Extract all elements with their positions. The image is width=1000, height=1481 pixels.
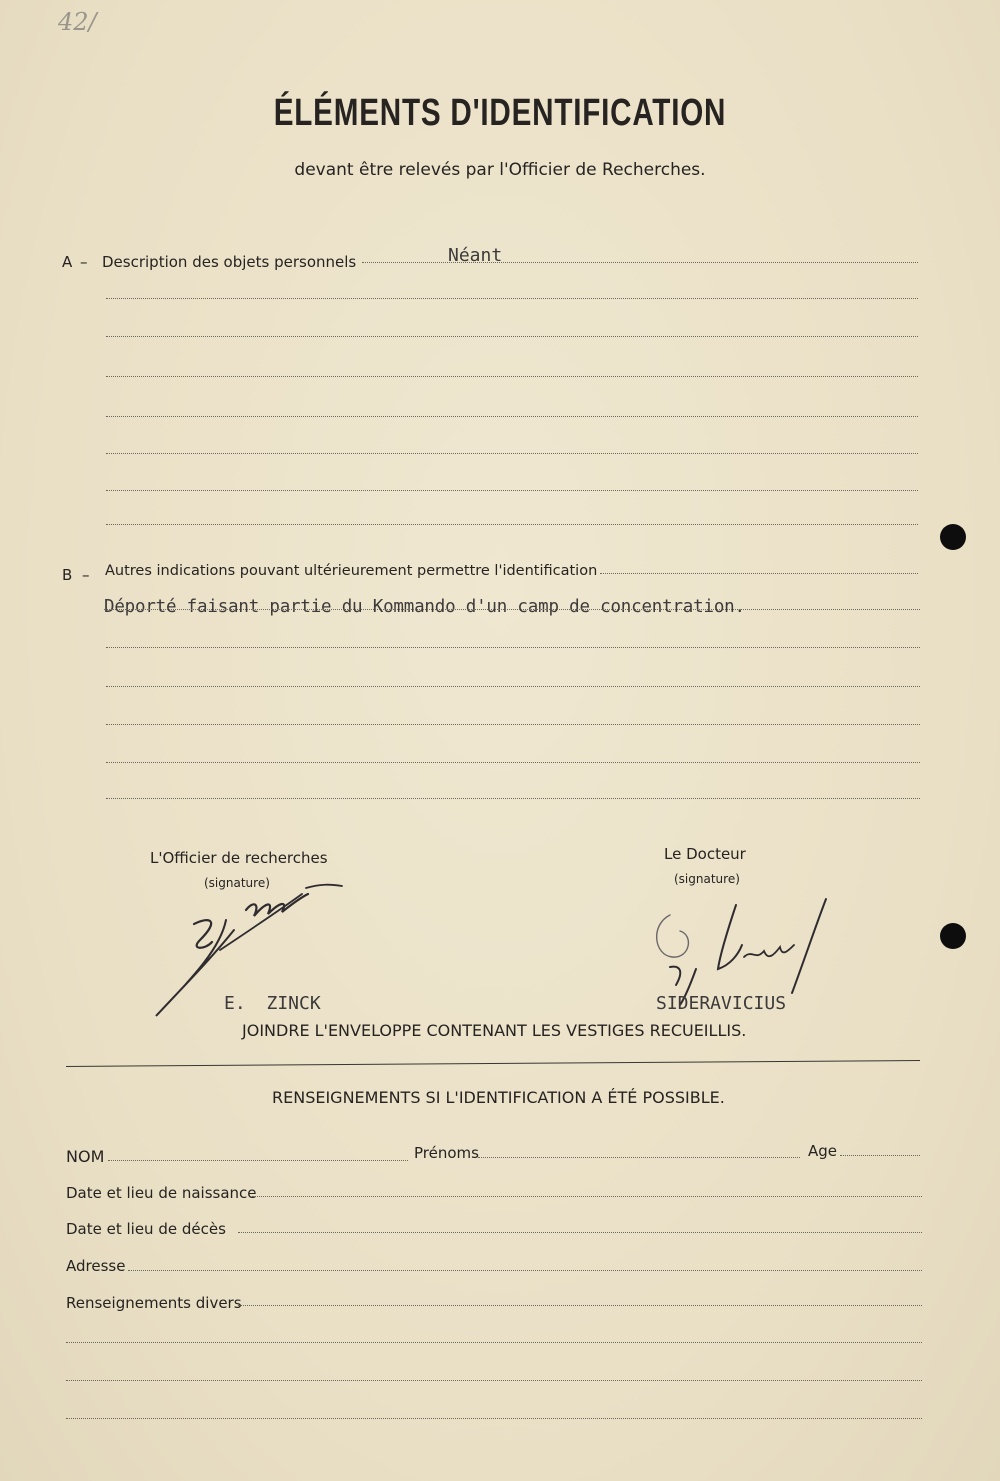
section-a-dash: –: [80, 253, 88, 271]
section-b-line-2: [104, 609, 920, 610]
section-b-value: Déporté faisant partie du Kommando d'un camp de concentration.: [104, 597, 745, 617]
officer-name: E. ZINCK: [224, 993, 321, 1014]
age-label: Age: [808, 1142, 838, 1160]
section-b-letter: B: [62, 566, 73, 584]
section-a-letter: A: [62, 253, 73, 271]
officer-label: L'Officier de recherches: [150, 849, 328, 867]
section-c-heading: RENSEIGNEMENTS SI L'IDENTIFICATION A ÉTÉ POSSIBLE.: [272, 1088, 725, 1107]
deces-label: Date et lieu de décès: [66, 1220, 226, 1238]
section-b-line-3: [106, 647, 920, 648]
naissance-label: Date et lieu de naissance: [66, 1184, 257, 1202]
section-a-line-1: [362, 262, 918, 263]
adresse-label: Adresse: [66, 1257, 126, 1275]
divers-line-1: [238, 1305, 922, 1306]
prenoms-line: [478, 1157, 800, 1158]
section-a-value: Néant: [448, 245, 503, 266]
deces-line: [238, 1232, 922, 1233]
doctor-signature-label: (signature): [674, 872, 740, 886]
divers-line-3: [66, 1380, 922, 1381]
adresse-line: [128, 1270, 922, 1271]
prenoms-label: Prénoms: [414, 1144, 479, 1162]
section-b-line-6: [106, 762, 920, 763]
age-line: [840, 1155, 920, 1156]
section-b-label: Autres indications pouvant ultérieurement permettre l'identification: [105, 563, 598, 579]
section-a-line-2: [106, 298, 918, 299]
officer-signature-label: (signature): [204, 876, 270, 890]
section-a-label: Description des objets personnels: [102, 253, 357, 271]
section-a-line-3: [106, 336, 918, 337]
divers-label: Renseignements divers: [66, 1294, 242, 1312]
naissance-line: [252, 1196, 922, 1197]
document-subtitle: devant être relevés par l'Officier de Recherches.: [294, 160, 706, 180]
section-a-line-6: [106, 453, 918, 454]
section-b-line-4: [106, 686, 920, 687]
divers-line-4: [66, 1418, 922, 1419]
section-a-line-5: [106, 416, 918, 417]
archive-mark: 42/: [58, 8, 97, 36]
enclosure-note: JOINDRE L'ENVELOPPE CONTENANT LES VESTIGES RECUEILLIS.: [242, 1021, 747, 1040]
punch-hole-lower: [940, 923, 966, 949]
section-b-line-1: [600, 573, 918, 574]
section-b-line-5: [106, 724, 920, 725]
section-a-line-4: [106, 376, 918, 377]
doctor-label: Le Docteur: [664, 845, 746, 863]
doctor-name: SIDERAVICIUS: [656, 993, 787, 1014]
nom-line: [108, 1160, 408, 1161]
section-b-line-7: [106, 798, 920, 799]
divers-line-2: [66, 1342, 922, 1343]
section-b-dash: –: [82, 566, 90, 584]
section-a-line-7: [106, 490, 918, 491]
section-a-line-8: [106, 524, 918, 525]
punch-hole-upper: [940, 524, 966, 550]
document-title: ÉLÉMENTS D'IDENTIFICATION: [273, 92, 727, 134]
section-separator: [66, 1060, 920, 1067]
nom-label: NOM: [66, 1147, 105, 1166]
